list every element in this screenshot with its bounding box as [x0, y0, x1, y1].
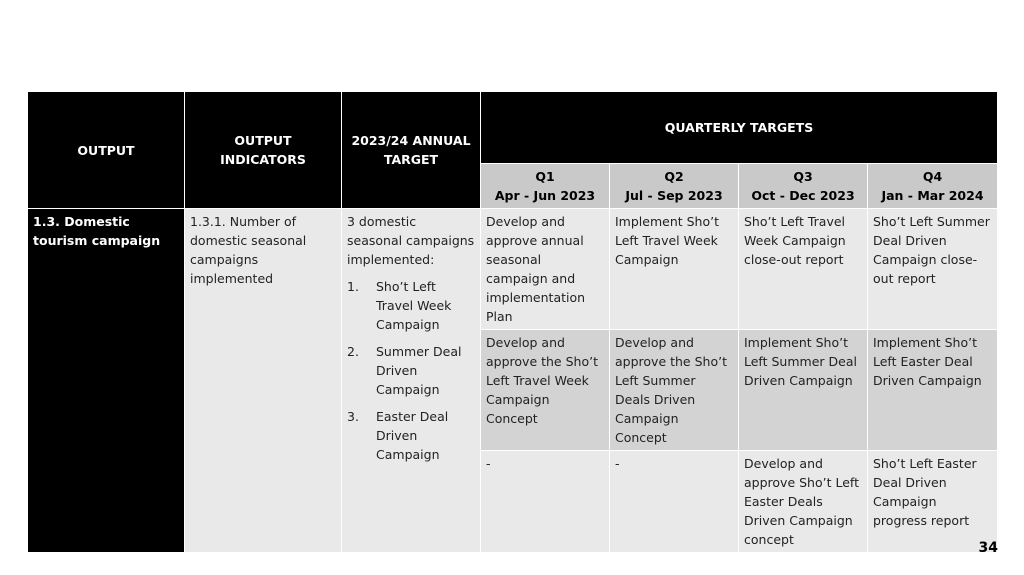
quarter-range: Jan - Mar 2024	[881, 188, 984, 203]
q2-target-cell: Implement Sho’t Left Travel Week Campaign	[610, 209, 739, 330]
q2-target-cell: -	[610, 451, 739, 553]
page-number: 34	[978, 540, 998, 556]
list-number: 3.	[347, 409, 359, 424]
list-text: Sho’t Left Travel Week Campaign	[376, 279, 452, 332]
q3-target-cell: Implement Sho’t Left Summer Deal Driven Campaign	[739, 330, 868, 451]
header-row	[28, 92, 998, 164]
header-output: OUTPUT	[28, 92, 185, 209]
q4-target-cell: Sho’t Left Summer Deal Driven Campaign close-out report	[868, 209, 998, 330]
quarter-label: Q4	[922, 169, 943, 184]
q3-target-cell: Develop and approve Sho’t Left Easter Deals Driven Campaign concept	[739, 451, 868, 553]
q4-target-cell: Sho’t Left Easter Deal Driven Campaign progress report	[868, 451, 998, 553]
header-annual-target: 2023/24 ANNUAL TARGET	[342, 92, 481, 209]
header-output-indicators: OUTPUT INDICATORS	[185, 92, 342, 209]
q1-target-cell: Develop and approve annual seasonal campaign and implementation Plan	[481, 209, 610, 330]
list-number: 2.	[347, 344, 359, 359]
quarter-header-q1	[481, 164, 610, 209]
table-row	[28, 209, 998, 330]
targets-table-wrapper	[27, 91, 997, 547]
output-cell: 1.3. Domestic tourism campaign	[28, 209, 185, 553]
quarter-header-q4	[868, 164, 998, 209]
list-text: Summer Deal Driven Campaign	[376, 344, 462, 397]
list-item	[347, 277, 475, 334]
campaign-list	[347, 277, 475, 464]
quarter-range: Jul - Sep 2023	[625, 188, 723, 203]
quarter-label: Q3	[793, 169, 813, 184]
quarter-label: Q1	[535, 169, 555, 184]
q3-target-cell: Sho’t Left Travel Week Campaign close-out report	[739, 209, 868, 330]
quarter-header-q2	[610, 164, 739, 209]
q1-target-cell: -	[481, 451, 610, 553]
quarter-range: Apr - Jun 2023	[494, 188, 596, 203]
annual-target-cell	[342, 209, 481, 553]
annual-target-intro: 3 domestic seasonal campaigns implemented:	[347, 214, 475, 267]
header-quarterly-targets: QUARTERLY TARGETS	[481, 92, 998, 164]
list-item	[347, 342, 475, 399]
quarter-label: Q2	[664, 169, 684, 184]
q1-target-cell: Develop and approve the Sho’t Left Travel Week Campaign Concept	[481, 330, 610, 451]
quarter-header-q3	[739, 164, 868, 209]
quarter-range: Oct - Dec 2023	[751, 188, 855, 203]
q2-target-cell: Develop and approve the Sho’t Left Summer Deals Driven Campaign Concept	[610, 330, 739, 451]
list-text: Easter Deal Driven Campaign	[376, 409, 449, 462]
q4-target-cell: Implement Sho’t Left Easter Deal Driven Campaign	[868, 330, 998, 451]
list-number: 1.	[347, 279, 359, 294]
quarterly-targets-table	[27, 91, 998, 553]
indicator-cell: 1.3.1. Number of domestic seasonal campaigns implemented	[185, 209, 342, 553]
list-item	[347, 407, 475, 464]
